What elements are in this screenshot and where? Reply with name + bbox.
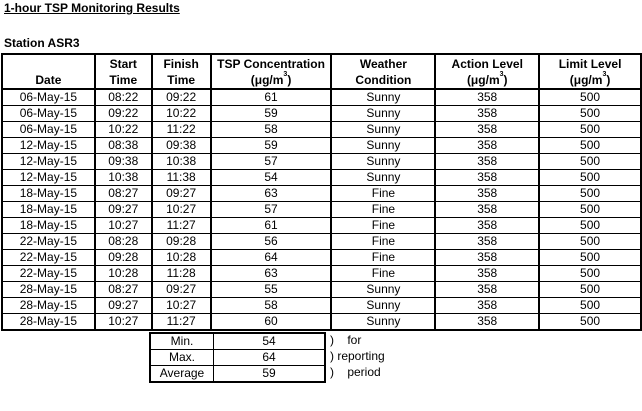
start-time-cell: 09:22 [95,106,152,122]
limit-level-cell: 500 [539,314,641,331]
action-level-cell: 358 [435,234,539,250]
start-time-cell: 08:27 [95,186,152,202]
tsp-value-cell: 56 [211,234,332,250]
col-weather: Weather Condition [331,54,435,89]
weather-cell: Sunny [331,314,435,331]
start-time-cell: 09:28 [95,250,152,266]
weather-cell: Sunny [331,138,435,154]
weather-cell: Fine [331,234,435,250]
limit-level-cell: 500 [539,218,641,234]
weather-cell: Fine [331,218,435,234]
date-cell: 12-May-15 [2,170,95,186]
limit-level-cell: 500 [539,266,641,282]
limit-level-cell: 500 [539,202,641,218]
action-level-cell: 358 [435,202,539,218]
start-time-cell: 10:38 [95,170,152,186]
stats-row [150,366,325,383]
tsp-value-cell: 57 [211,202,332,218]
table-row [2,314,641,331]
tsp-value-cell: 64 [211,250,332,266]
tsp-value-cell: 60 [211,314,332,331]
stats-row [150,333,325,350]
start-time-cell: 08:22 [95,89,152,106]
finish-time-cell: 10:28 [152,250,211,266]
stat-label: Max. [150,350,214,366]
start-time-cell: 09:27 [95,202,152,218]
action-level-cell: 358 [435,298,539,314]
col-date: Date [2,54,95,89]
start-time-cell: 09:38 [95,154,152,170]
limit-level-cell: 500 [539,234,641,250]
date-cell: 18-May-15 [2,218,95,234]
col-limit-level: Limit Level $(\mu g/m^3)$ [539,54,641,89]
action-level-cell: 358 [435,122,539,138]
weather-cell: Fine [331,250,435,266]
table-row [2,202,641,218]
finish-time-cell: 11:27 [152,218,211,234]
action-level-cell: 358 [435,266,539,282]
finish-time-cell: 09:22 [152,89,211,106]
station-label: Station ASR3 [4,36,80,50]
action-level-cell: 358 [435,314,539,331]
tsp-value-cell: 55 [211,282,332,298]
date-cell: 12-May-15 [2,154,95,170]
weather-cell: Sunny [331,106,435,122]
action-level-cell: 358 [435,138,539,154]
start-time-cell: 08:28 [95,234,152,250]
start-time-cell: 10:28 [95,266,152,282]
sheet-title: 1-hour TSP Monitoring Results [4,1,180,15]
finish-time-cell: 11:27 [152,314,211,331]
stat-value: 64 [214,350,326,366]
limit-level-cell: 500 [539,154,641,170]
finish-time-cell: 10:38 [152,154,211,170]
weather-cell: Fine [331,266,435,282]
table-row [2,122,641,138]
finish-time-cell: 11:38 [152,170,211,186]
start-time-cell: 09:27 [95,298,152,314]
stat-label: Average [150,366,214,383]
tsp-results-table [1,53,642,331]
date-cell: 06-May-15 [2,89,95,106]
finish-time-cell: 10:22 [152,106,211,122]
table-row [2,106,641,122]
date-cell: 22-May-15 [2,234,95,250]
table-row [2,170,641,186]
stats-row [150,350,325,366]
date-cell: 06-May-15 [2,122,95,138]
limit-level-cell: 500 [539,138,641,154]
action-level-cell: 358 [435,250,539,266]
action-level-cell: 358 [435,282,539,298]
tsp-value-cell: 58 [211,298,332,314]
date-cell: 22-May-15 [2,250,95,266]
finish-time-cell: 09:27 [152,186,211,202]
weather-cell: Sunny [331,170,435,186]
date-cell: 22-May-15 [2,266,95,282]
table-row [2,218,641,234]
action-level-cell: 358 [435,218,539,234]
table-row [2,186,641,202]
note-line: ) reporting [330,349,385,363]
weather-cell: Sunny [331,122,435,138]
date-cell: 12-May-15 [2,138,95,154]
weather-cell: Fine [331,202,435,218]
date-cell: 18-May-15 [2,186,95,202]
start-time-cell: 10:27 [95,314,152,331]
tsp-value-cell: 61 [211,89,332,106]
weather-cell: Sunny [331,298,435,314]
date-cell: 18-May-15 [2,202,95,218]
col-finish-time: Finish Time [152,54,211,89]
limit-level-cell: 500 [539,89,641,106]
start-time-cell: 10:22 [95,122,152,138]
finish-time-cell: 11:28 [152,266,211,282]
limit-level-cell: 500 [539,282,641,298]
weather-cell: Sunny [331,89,435,106]
weather-cell: Sunny [331,154,435,170]
col-action-level: Action Level $(\mu g/m^3)$ [435,54,539,89]
date-cell: 06-May-15 [2,106,95,122]
stat-value: 59 [214,366,326,383]
finish-time-cell: 09:28 [152,234,211,250]
tsp-value-cell: 57 [211,154,332,170]
table-row [2,250,641,266]
start-time-cell: 08:27 [95,282,152,298]
tsp-value-cell: 54 [211,170,332,186]
tsp-value-cell: 58 [211,122,332,138]
tsp-value-cell: 59 [211,138,332,154]
table-row [2,154,641,170]
action-level-cell: 358 [435,154,539,170]
tsp-value-cell: 63 [211,186,332,202]
start-time-cell: 10:27 [95,218,152,234]
limit-level-cell: 500 [539,250,641,266]
stat-label: Min. [150,333,214,350]
limit-level-cell: 500 [539,170,641,186]
table-row [2,138,641,154]
date-cell: 28-May-15 [2,298,95,314]
header-row [2,54,641,89]
finish-time-cell: 10:27 [152,202,211,218]
weather-cell: Sunny [331,282,435,298]
date-cell: 28-May-15 [2,282,95,298]
finish-time-cell: 11:22 [152,122,211,138]
summary-stats-table [149,332,326,383]
table-row [2,89,641,106]
action-level-cell: 358 [435,186,539,202]
limit-level-cell: 500 [539,186,641,202]
note-line: ) period [330,365,381,379]
limit-level-cell: 500 [539,106,641,122]
reporting-period-note [330,332,385,380]
note-line: ) for [330,333,362,347]
tsp-value-cell: 63 [211,266,332,282]
table-row [2,298,641,314]
tsp-value-cell: 59 [211,106,332,122]
col-start-time: Start Time [95,54,152,89]
action-level-cell: 358 [435,106,539,122]
col-tsp-concentration: TSP Concentration $(\mu g/m^3)$ [211,54,332,89]
finish-time-cell: 09:38 [152,138,211,154]
table-row [2,282,641,298]
stat-value: 54 [214,333,326,350]
limit-level-cell: 500 [539,298,641,314]
start-time-cell: 08:38 [95,138,152,154]
limit-level-cell: 500 [539,122,641,138]
table-row [2,266,641,282]
table-row [2,234,641,250]
action-level-cell: 358 [435,170,539,186]
date-cell: 28-May-15 [2,314,95,331]
weather-cell: Fine [331,186,435,202]
finish-time-cell: 09:27 [152,282,211,298]
finish-time-cell: 10:27 [152,298,211,314]
tsp-value-cell: 61 [211,218,332,234]
action-level-cell: 358 [435,89,539,106]
